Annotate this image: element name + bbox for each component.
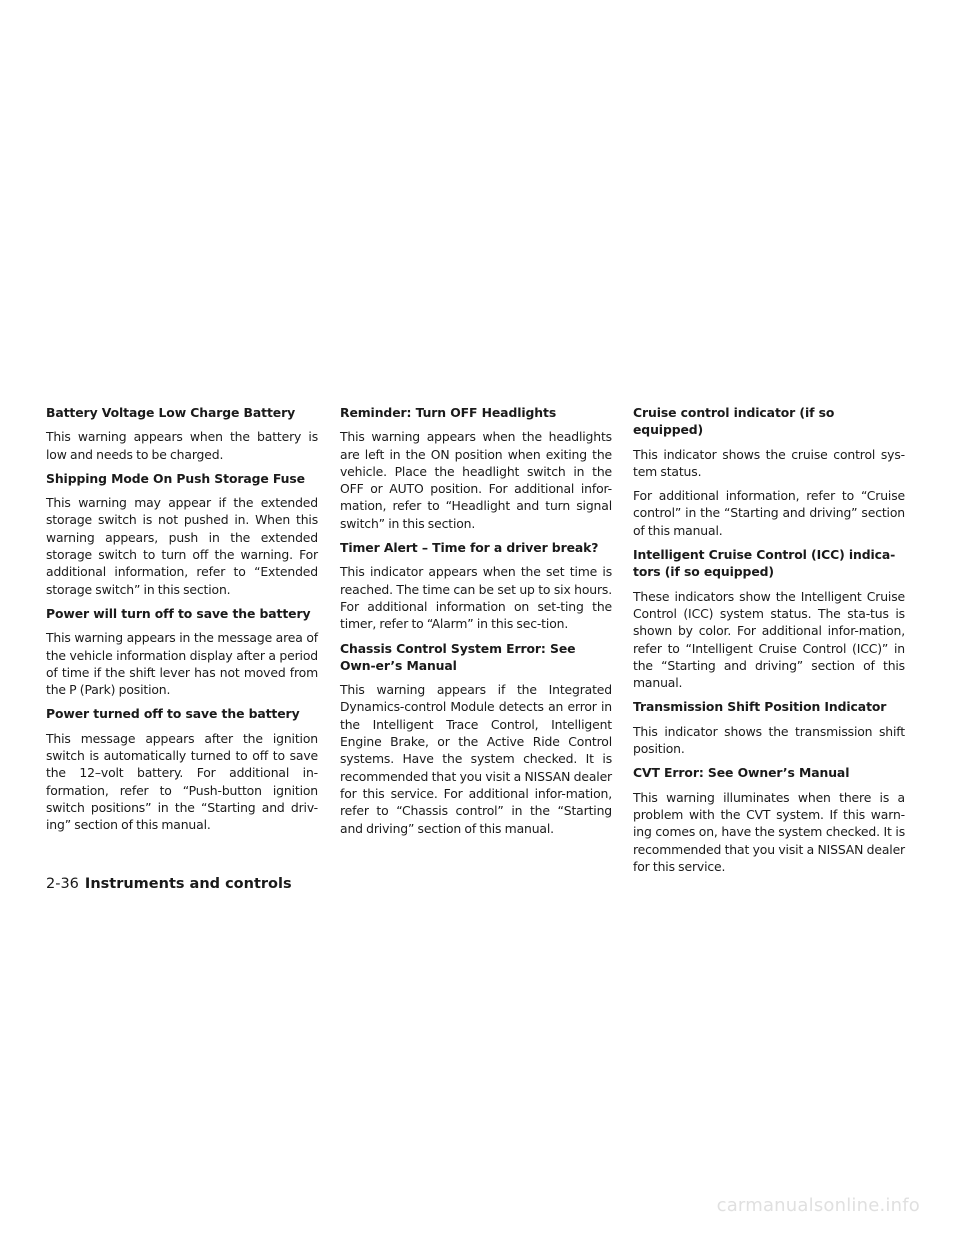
heading-shipping-mode: Shipping Mode On Push Storage Fuse bbox=[46, 470, 305, 486]
heading-battery-voltage-low: Battery Voltage Low Charge Battery bbox=[46, 405, 296, 420]
paragraph-battery-voltage-low: This warning appears when the battery is low and needs to be charged. bbox=[46, 429, 318, 462]
paragraph-shift-position-indicator: This indicator shows the transmission shift position. bbox=[633, 723, 905, 757]
page-number: 2-36 bbox=[46, 876, 79, 892]
paragraph-cruise-control-reference: For additional information, refer to “Cruise control” in the “Starting and driving” section of this manual. bbox=[633, 488, 905, 538]
paragraph-power-will-turn-off: This warning appears in the message area of the vehicle information display after a period of time if the shift lever has not moved from the P (Park) position. bbox=[46, 630, 318, 698]
paragraph-power-turned-off: This message appears after the ignition switch is automatically turned to off to save the 12–volt battery. For additional in-formation, refer to “Push-button ignition switch positions” in the “Starting and driv-ing” section of this manual. bbox=[46, 730, 318, 833]
page-footer bbox=[46, 876, 292, 892]
heading-power-will-turn-off: Power will turn off to save the battery bbox=[46, 605, 311, 621]
paragraph-timer-alert: This indicator appears when the set time is reached. The time can be set up to six hours. For additional information on set-ting the timer, refer to “Alarm” in this sec-tion. bbox=[340, 564, 612, 632]
heading-cruise-control-indicator: Cruise control indicator (if so equipped) bbox=[633, 405, 835, 438]
heading-shift-position-indicator: Transmission Shift Position Indicator bbox=[633, 699, 887, 715]
heading-power-turned-off: Power turned off to save the battery bbox=[46, 706, 300, 722]
heading-cvt-error: CVT Error: See Owner’s Manual bbox=[633, 765, 850, 781]
paragraph-cvt-error: This warning illuminates when there is a problem with the CVT system. If this warn-ing comes on, have the system checked. It is recommended that you visit a NISSAN dealer for this service. bbox=[633, 789, 905, 874]
paragraph-icc-indicators: These indicators show the Intelligent Cruise Control (ICC) system status. The sta-tus is shown by color. For additional infor-mation, refer to “Intelligent Cruise Control (ICC)” in the “Starting and driving” section of this manual. bbox=[633, 588, 905, 691]
heading-timer-alert: Timer Alert – Time for a driver break? bbox=[340, 540, 599, 556]
heading-turn-off-headlights: Reminder: Turn OFF Headlights bbox=[340, 405, 557, 420]
column-3 bbox=[633, 404, 905, 882]
heading-chassis-control-error: Chassis Control System Error: See Own-er’s Manual bbox=[340, 640, 576, 673]
watermark-text: carmanualsonline.info bbox=[716, 1195, 920, 1216]
section-title: Instruments and controls bbox=[84, 876, 292, 892]
paragraph-turn-off-headlights: This warning appears when the headlights are left in the ON position when exiting the vehicle. Place the headlight switch in the OFF or AUTO position. For additional infor-mation, refer to “Headlight and turn signal switch” in this section. bbox=[340, 429, 612, 531]
column-2 bbox=[340, 404, 612, 844]
column-1 bbox=[46, 404, 318, 841]
heading-icc-indicators: Intelligent Cruise Control (ICC) indica-tors (if so equipped) bbox=[633, 547, 896, 580]
paragraph-chassis-control-error: This warning appears if the Integrated Dynamics-control Module detects an error in the Intelligent Trace Control, Intelligent Engine Brake, or the Active Ride Control systems. Have the system checked. It is recommended that you visit a NISSAN dealer for this service. For additional infor-mation, refer to “Chassis control” in the “Starting and driving” section of this manual. bbox=[340, 682, 612, 836]
paragraph-shipping-mode: This warning may appear if the extended storage switch is not pushed in. When this warning appears, push in the extended storage switch to turn off the warning. For additional information, refer to “Extended storage switch” in this section. bbox=[46, 495, 318, 597]
paragraph-cruise-control-indicator: This indicator shows the cruise control sys-tem status. bbox=[633, 446, 905, 479]
